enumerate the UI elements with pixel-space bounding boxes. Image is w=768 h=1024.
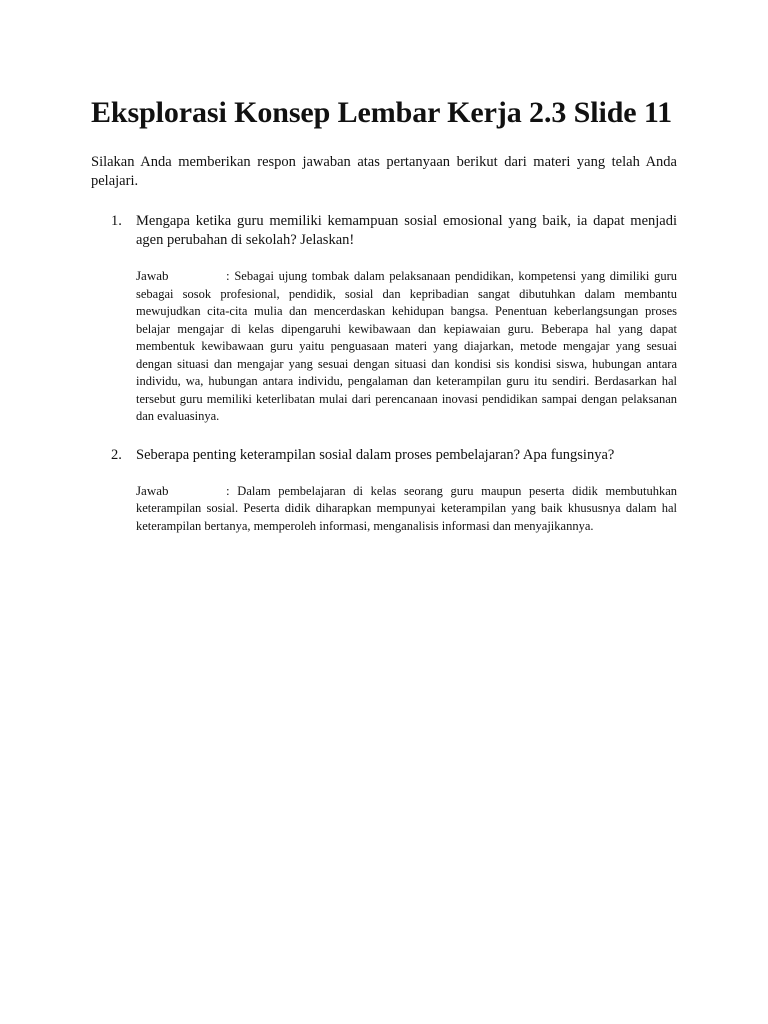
answer-label: Jawab (136, 268, 169, 283)
intro-paragraph: Silakan Anda memberikan respon jawaban atas pertanyaan berikut dari materi yang telah Anda pelajari. (91, 154, 677, 189)
question-item-1 (91, 212, 677, 426)
answer-label: Jawab (136, 482, 169, 498)
answer-block (136, 267, 677, 426)
answer-separator: : (226, 482, 230, 498)
question-text: Seberapa penting keterampilan sosial dalam proses pembelajaran? Apa fungsinya? (136, 446, 615, 463)
question-list (91, 212, 677, 535)
answer-text: Sebagai ujung tombak dalam pelaksanaan pendidikan, kompetensi yang dimiliki guru sebagai sosok profesional, pendidik, sosial dan kepribadian sangat dibutuhkan dalam membantu mewujudkan cita-cita mulia dan mencerdaskan kehidupan bangsa. Penentuan keberlangsungan proses belajar mengajar di kelas dipengaruhi kewibawaan dan kepiawaian guru. Beberapa hal yang dapat membentuk kewibawaan guru yaitu penguasaan materi yang diajarkan, metode mengajar yang sesuai dengan situasi dan mengajar yang sesuai dengan situasi dan kondisi sis kondisi siswa, hubungan antara individu, wa, hubungan antara individu, pengalaman dan keterampilan guru itu sendiri. Berdasarkan hal tersebut guru memiliki keterlibatan mulai dari perencanaan inovasi pendidikan sampai dengan pelaksanan dan evaluasinya. (136, 269, 677, 423)
question-number: 1. (111, 213, 122, 229)
document-page (91, 95, 677, 535)
question-text: Mengapa ketika guru memiliki kemampuan sosial emosional yang baik, ia dapat menjadi agen perubahan di sekolah? Jelaskan! (136, 213, 677, 248)
question-number: 2. (111, 446, 122, 463)
answer-separator: : (226, 268, 230, 283)
answer-block (136, 482, 677, 536)
answer-text: Dalam pembelajaran di kelas seorang guru maupun peserta didik membutuhkan keterampilan sosial. Peserta didik diharapkan mempunyai keterampilan yang baik khususnya dalam hal keterampilan bertanya, memperoleh informasi, menganalisis informasi dan menyajikannya. (136, 483, 677, 533)
document-title: Eksplorasi Konsep Lembar Kerja 2.3 Slide 11 (91, 96, 673, 129)
question-item-2 (91, 446, 677, 536)
